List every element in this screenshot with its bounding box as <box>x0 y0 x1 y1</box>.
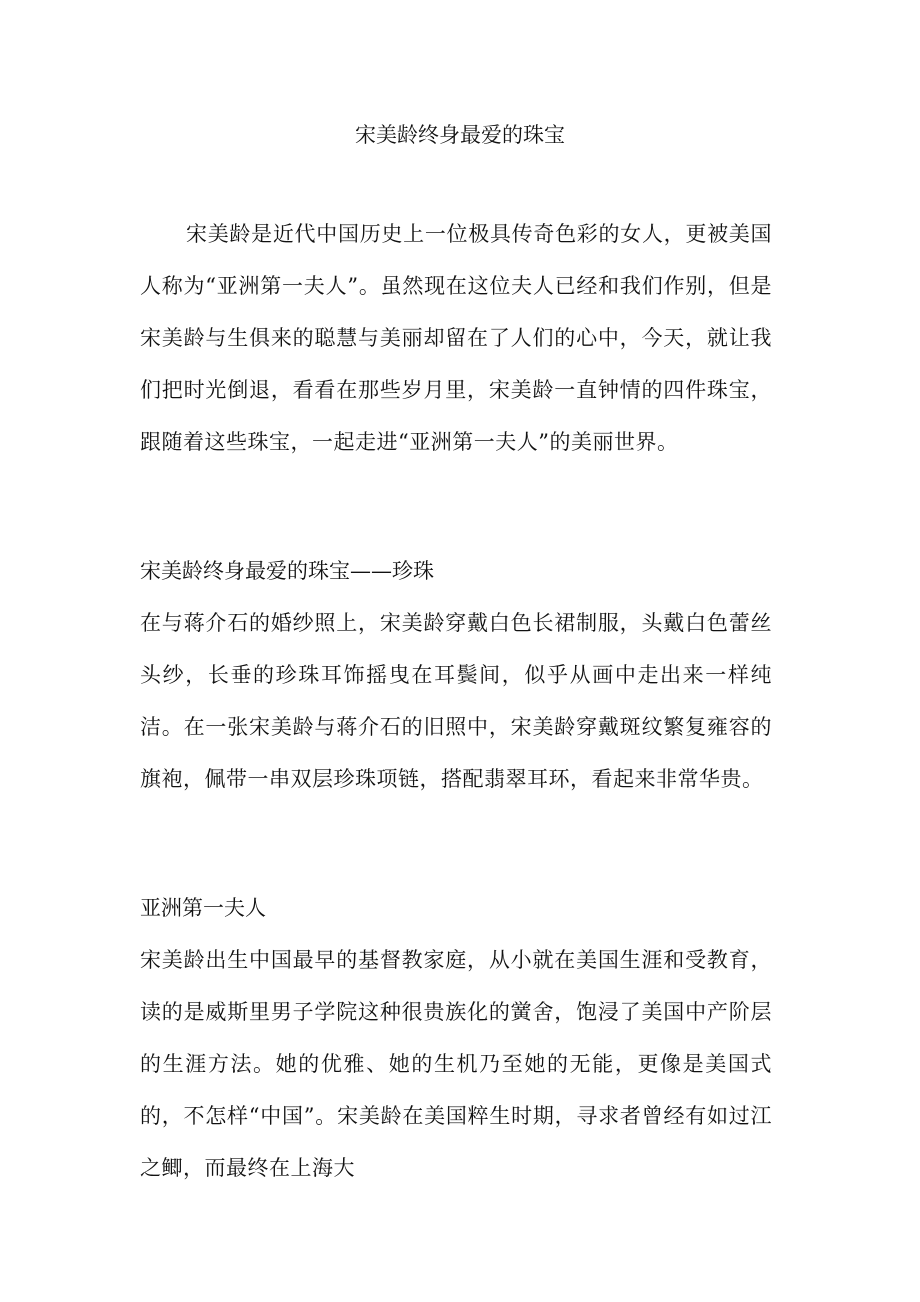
intro-paragraph: 宋美龄是近代中国历史上一位极具传奇色彩的女人，更被美国人称为“亚洲第一夫人”。虽然现在这位夫人已经和我们作别，但是宋美龄与生俱来的聪慧与美丽却留在了人们的心中，今天，就让我们把时光倒退，看看在那些岁月里，宋美龄一直钟情的四件珠宝，跟随着这些珠宝，一起走进“亚洲第一夫人”的美丽世界。 <box>140 222 772 454</box>
document-title: 宋美龄终身最爱的珠宝 <box>355 123 565 147</box>
section-body-first-lady: 宋美龄出生中国最早的基督教家庭，从小就在美国生涯和受教育，读的是威斯里男子学院这种很贵族化的黉舍，饱浸了美国中产阶层的生涯方法。她的优雅、她的生机乃至她的无能，更像是美国式的，不怎样“中国”。宋美龄在美国粹生时期，寻求者曾经有如过江之鲫，而最终在上海大 <box>140 948 772 1180</box>
section-heading-pearl: 宋美龄终身最爱的珠宝——珍珠 <box>140 559 434 583</box>
section-body-pearl: 在与蒋介石的婚纱照上，宋美龄穿戴白色长裙制服，头戴白色蕾丝头纱，长垂的珍珠耳饰摇曳在耳鬓间，似乎从画中走出来一样纯洁。在一张宋美龄与蒋介石的旧照中，宋美龄穿戴斑纹繁复雍容的旗袍，佩带一串双层珍珠项链，搭配翡翠耳环，看起来非常华贵。 <box>140 611 772 791</box>
section-heading-first-lady: 亚洲第一夫人 <box>140 896 266 920</box>
